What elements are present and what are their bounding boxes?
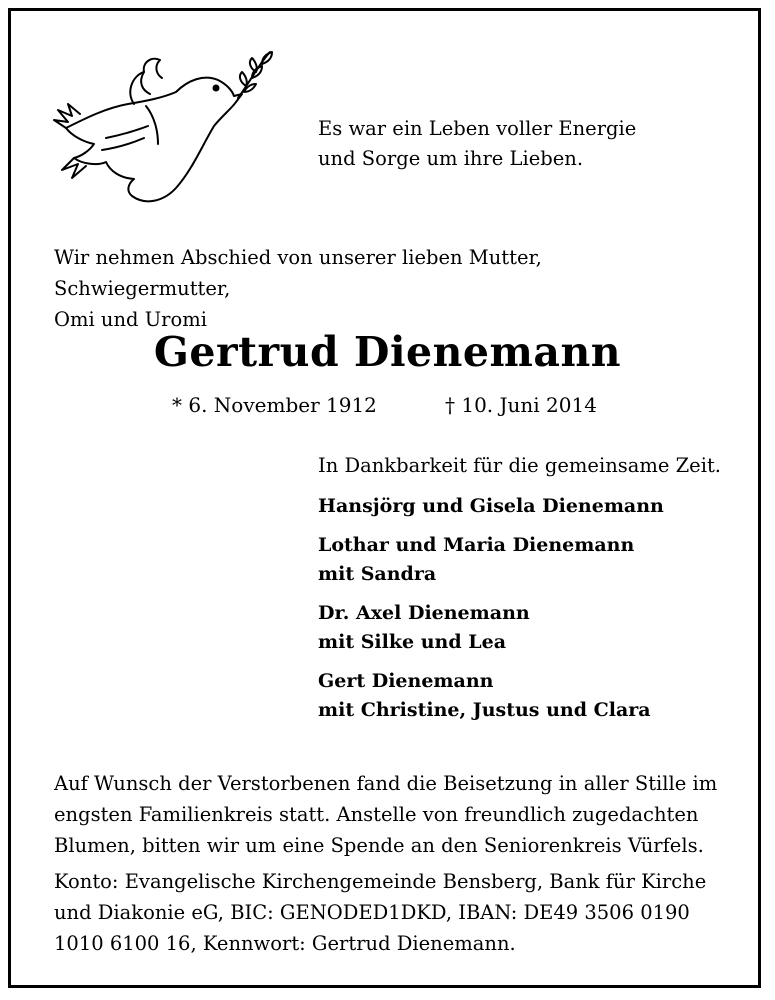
- death-date: † 10. Juni 2014: [445, 393, 597, 417]
- birth-date: * 6. November 1912: [172, 393, 377, 417]
- farewell-intro: [54, 242, 724, 335]
- epigraph-line: und Sorge um ihre Lieben.: [318, 147, 584, 170]
- mourner-group: [318, 492, 664, 521]
- mourner-name: Lothar und Maria Dienemann: [318, 534, 635, 556]
- mourners-list: [318, 492, 664, 735]
- gratitude-line: In Dankbarkeit für die gemeinsame Zeit.: [318, 454, 721, 477]
- intro-line: Omi und Uromi: [54, 308, 207, 331]
- deceased-name: Gertrud Dienemann: [153, 328, 622, 376]
- donation-account: [54, 866, 722, 959]
- dove-with-olive-branch-icon: [46, 46, 278, 206]
- mourner-name: Hansjörg und Gisela Dienemann: [318, 495, 664, 517]
- mourner-name: Dr. Axel Dienemann: [318, 602, 530, 624]
- mourner-name: Gert Dienemann: [318, 670, 494, 692]
- account-line: und Diakonie eG, BIC: GENODED1DKD, IBAN: DE49 3506 0190: [54, 901, 690, 924]
- mourner-group: [318, 531, 664, 589]
- intro-line: Wir nehmen Abschied von unserer lieben Mutter, Schwiegermutter,: [54, 246, 542, 300]
- mourner-group: [318, 667, 664, 725]
- account-line: 1010 6100 16, Kennwort: Gertrud Dienemann.: [54, 932, 516, 955]
- notice-line: Auf Wunsch der Verstorbenen fand die Beisetzung in aller Stille im: [54, 772, 718, 795]
- mourner-group: [318, 599, 664, 657]
- account-line: Konto: Evangelische Kirchengemeinde Bensberg, Bank für Kirche: [54, 870, 707, 893]
- epigraph-line: Es war ein Leben voller Energie: [318, 117, 637, 140]
- mourner-relatives: mit Sandra: [318, 563, 437, 585]
- epigraph: [318, 114, 636, 174]
- notice-line: Blumen, bitten wir um eine Spende an den Seniorenkreis Vürfels.: [54, 834, 704, 857]
- mourner-relatives: mit Silke und Lea: [318, 631, 507, 653]
- funeral-notice: [54, 768, 722, 861]
- notice-line: engsten Familienkreis statt. Anstelle von freundlich zugedachten: [54, 803, 699, 826]
- mourner-relatives: mit Christine, Justus und Clara: [318, 699, 651, 721]
